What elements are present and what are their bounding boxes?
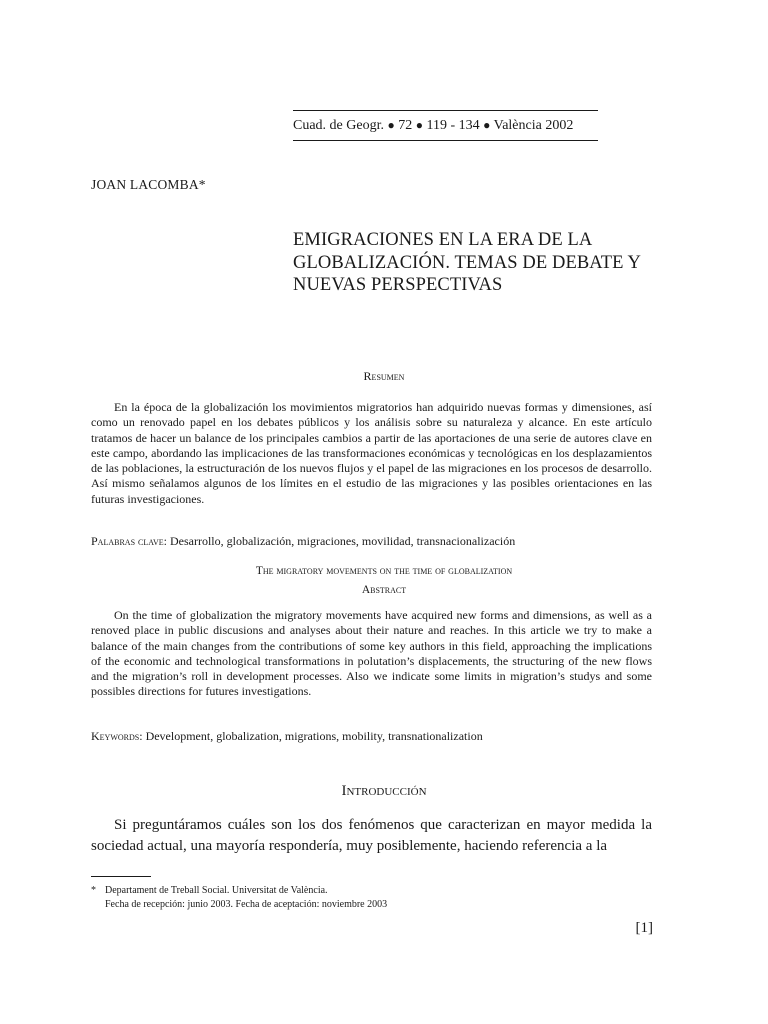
separator-dot: ● bbox=[483, 118, 491, 132]
separator-dot: ● bbox=[415, 118, 423, 132]
article-title: EMIGRACIONES EN LA ERA DE LA GLOBALIZACIÓN. TEMAS DE DEBATE Y NUEVAS PERSPECTIVAS bbox=[293, 230, 641, 295]
author-name: JOAN LACOMBA* bbox=[91, 177, 206, 192]
footnote bbox=[91, 884, 387, 912]
journal-name: Cuad. de Geogr. bbox=[293, 118, 384, 133]
footnote-line-1 bbox=[91, 884, 387, 898]
keywords-label: Keywords: bbox=[91, 729, 143, 743]
journal-pages: 119 - 134 bbox=[426, 118, 480, 133]
introduccion-text: Si preguntáramos cuáles son los dos fenómenos que caracterizan en mayor medida la sociedad actual, una mayoría respondería, muy posiblemente, haciendo referencia a la bbox=[91, 817, 652, 854]
palabras-clave-values: Desarrollo, globalización, migraciones, movilidad, transnacionalización bbox=[169, 534, 516, 548]
abstract-heading: Abstract bbox=[361, 584, 407, 596]
resumen-text: En la época de la globalización los movimientos migratorios han adquirido nuevas formas y dimensiones, así como un renovado papel en los debates públicos y los análisis sobre su naturaleza y alcance. En este artículo tratamos de hacer un balance de los principales cambios a partir de las aportaciones de una serie de autores clave en este campo, abordando las implicaciones de las transformaciones económicas y tecnológicas en los desplazamientos de las poblaciones, la estructuración de los nuevos flujos y el papel de las migraciones en los procesos de desarrollo. Así mismo señalamos algunos de los límites en el estudio de las migraciones y las posibles orientaciones en las futuras investigaciones. bbox=[91, 400, 652, 506]
keywords-values: Development, globalization, migrations, mobility, transnationalization bbox=[145, 729, 483, 743]
page-number: [1] bbox=[635, 920, 653, 936]
introduccion-heading: Introducción bbox=[341, 783, 427, 799]
footnote-dates: Fecha de recepción: junio 2003. Fecha de aceptación: noviembre 2003 bbox=[105, 899, 388, 910]
separator-dot: ● bbox=[387, 118, 395, 132]
journal-number: 72 bbox=[398, 118, 413, 133]
palabras-clave bbox=[91, 534, 515, 549]
english-title: The migratory movements on the time of globalization bbox=[255, 565, 513, 577]
keywords bbox=[91, 729, 483, 744]
footnote-mark: * bbox=[91, 885, 96, 896]
footnote-rule bbox=[91, 876, 151, 877]
journal-place-year: València 2002 bbox=[493, 118, 574, 133]
footnote-affiliation: Departament de Treball Social. Universitat de València. bbox=[105, 885, 328, 896]
resumen-heading: Resumen bbox=[363, 369, 405, 383]
abstract-text: On the time of globalization the migratory movements have acquired new forms and dimensions, as well as a renoved place in public discusions and analyses about their nature and reaches. In this article we try to make a balance of the main changes from the contributions of some key authors in this field, approaching the implications of the economic and technological transformations in polutation’s displacements, the structuring of the new flows and the migration’s roll in development processes. Also we indicate some limits in migration’s studys and some possibles directions for futures investigations. bbox=[91, 608, 652, 699]
palabras-clave-label: Palabras clave: bbox=[91, 534, 167, 548]
journal-header bbox=[293, 110, 598, 141]
